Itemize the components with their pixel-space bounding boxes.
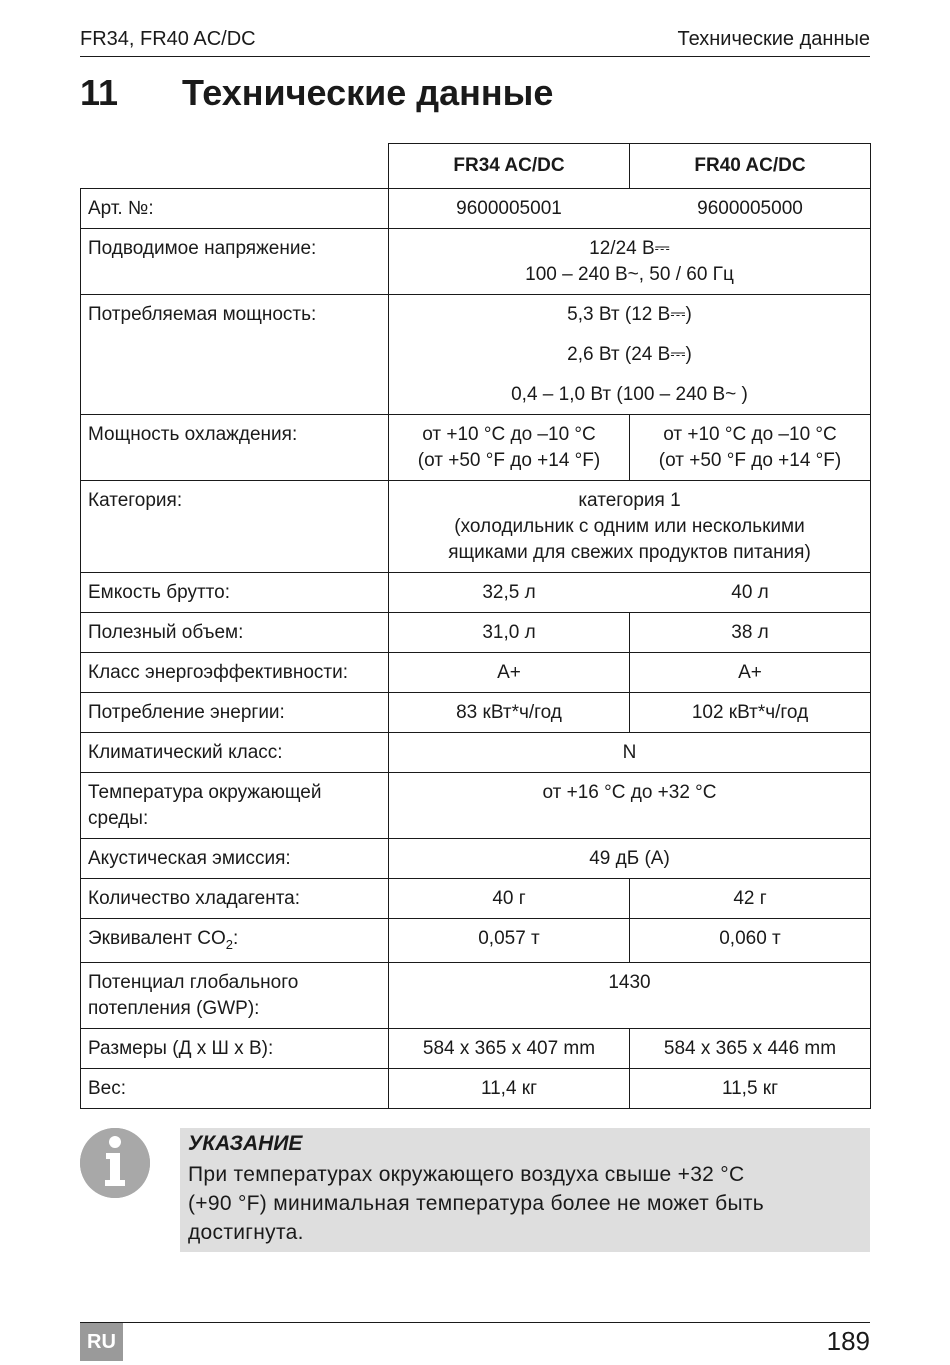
row-label: Категория: [81, 481, 389, 573]
cell-line: от +10 °C до –10 °C [663, 424, 837, 445]
row-label: Потребляемая мощность: [81, 295, 389, 415]
header-section: Технические данные [677, 28, 870, 50]
row-label: Подводимое напряжение: [81, 229, 389, 295]
row-label: Потребление энергии: [81, 693, 389, 733]
footer-divider [80, 1322, 870, 1323]
row-label: Арт. №: [81, 189, 389, 229]
cell-shared [389, 295, 871, 415]
dc-symbol: ⎓) [670, 344, 692, 365]
spec-table [80, 143, 871, 1109]
note-line: При температурах окружающего воздуха свыше +32 °C [188, 1163, 745, 1186]
row-label: Акустическая эмиссия: [81, 839, 389, 879]
cell-fr34: 584 x 365 x 407 mm [389, 1029, 630, 1069]
cell-line: 100 – 240 В~, 50 / 60 Гц [525, 264, 734, 285]
label-line: Потенциал глобального [88, 972, 299, 993]
table-row [81, 733, 871, 773]
table-row [81, 229, 871, 295]
cell-line [393, 236, 866, 262]
row-label: Климатический класс: [81, 733, 389, 773]
cell-shared [389, 481, 871, 573]
column-header-fr40: FR40 AC/DC [630, 144, 871, 189]
cell-fr34: 11,4 кг [389, 1069, 630, 1109]
cell-line [393, 302, 866, 342]
language-badge: RU [80, 1323, 123, 1361]
cell-fr40: 9600005000 [630, 189, 871, 229]
cell-shared: N [389, 733, 871, 773]
cell-fr40: 42 г [630, 879, 871, 919]
co2-subscript: 2 [225, 936, 233, 952]
header-product: FR34, FR40 AC/DC [80, 28, 256, 50]
row-label [81, 963, 389, 1029]
table-row [81, 773, 871, 839]
table-row [81, 963, 871, 1029]
cell-fr34 [389, 415, 630, 481]
label-line: потепления (GWP): [88, 998, 260, 1019]
table-row [81, 613, 871, 653]
note-text [188, 1160, 858, 1247]
cell-fr40: 38 л [630, 613, 871, 653]
cell-fr34: 83 кВт*ч/год [389, 693, 630, 733]
table-row [81, 879, 871, 919]
header-divider [80, 56, 870, 57]
cell-line: 0,4 – 1,0 Вт (100 – 240 В~ ) [511, 384, 748, 405]
cell-fr40: 0,060 т [630, 919, 871, 963]
cell-shared: 1430 [389, 963, 871, 1029]
cell-fr34: 32,5 л [389, 573, 630, 613]
chapter-number: 11 [80, 72, 119, 113]
table-row [81, 653, 871, 693]
cell-fr40: 40 л [630, 573, 871, 613]
power-text: 5,3 Вт (12 В [567, 304, 671, 325]
row-label [81, 919, 389, 963]
voltage-text: 12/24 В [589, 238, 655, 259]
blank-cell [81, 144, 389, 189]
cell-fr40 [630, 415, 871, 481]
co2-suffix: : [232, 928, 239, 949]
dc-symbol: ⎓) [670, 304, 692, 325]
table-row [81, 693, 871, 733]
label-line: Температура окружающей [88, 782, 322, 803]
cell-fr40: 584 x 365 x 446 mm [630, 1029, 871, 1069]
note-title: УКАЗАНИЕ [188, 1132, 303, 1155]
chapter-title: Технические данные [182, 72, 554, 113]
table-row [81, 1069, 871, 1109]
row-label: Количество хладагента: [81, 879, 389, 919]
row-label: Размеры (Д х Ш х В): [81, 1029, 389, 1069]
cell-line: (от +50 °F до +14 °F) [658, 450, 842, 471]
table-row [81, 189, 871, 229]
row-label: Класс энергоэффективности: [81, 653, 389, 693]
cell-line: ящиками для свежих продуктов питания) [448, 542, 811, 563]
table-row [81, 839, 871, 879]
cell-fr34: 31,0 л [389, 613, 630, 653]
cell-line [393, 342, 866, 382]
dc-symbol: ⎓ [654, 238, 670, 259]
table-row [81, 295, 871, 415]
table-row [81, 919, 871, 963]
table-row [81, 573, 871, 613]
column-header-fr34: FR34 AC/DC [389, 144, 630, 189]
cell-shared [389, 229, 871, 295]
cell-line: (от +50 °F до +14 °F) [417, 450, 601, 471]
table-header-row [81, 144, 871, 189]
row-label: Мощность охлаждения: [81, 415, 389, 481]
cell-fr40: 102 кВт*ч/год [630, 693, 871, 733]
table-row [81, 1029, 871, 1069]
table-row [81, 415, 871, 481]
note-line: достигнута. [188, 1221, 304, 1244]
row-label [81, 773, 389, 839]
row-label: Емкость брутто: [81, 573, 389, 613]
cell-shared: от +16 °C до +32 °C [389, 773, 871, 839]
page-number: 189 [826, 1326, 870, 1356]
info-icon [80, 1128, 150, 1198]
cell-fr34: 40 г [389, 879, 630, 919]
table-row [81, 481, 871, 573]
co2-label: Эквивалент CO [88, 928, 226, 949]
row-label: Вес: [81, 1069, 389, 1109]
cell-fr34: 0,057 т [389, 919, 630, 963]
cell-line: от +10 °C до –10 °C [422, 424, 596, 445]
cell-line: категория 1 [578, 490, 681, 511]
cell-fr40: A+ [630, 653, 871, 693]
row-label: Полезный объем: [81, 613, 389, 653]
note-line: (+90 °F) минимальная температура более не может быть [188, 1192, 764, 1215]
label-line: среды: [88, 808, 149, 829]
cell-fr34: 9600005001 [389, 189, 630, 229]
cell-fr34: A+ [389, 653, 630, 693]
cell-line: (холодильник с одним или несколькими [454, 516, 805, 537]
power-text: 2,6 Вт (24 В [567, 344, 671, 365]
cell-shared: 49 дБ (A) [389, 839, 871, 879]
cell-fr40: 11,5 кг [630, 1069, 871, 1109]
